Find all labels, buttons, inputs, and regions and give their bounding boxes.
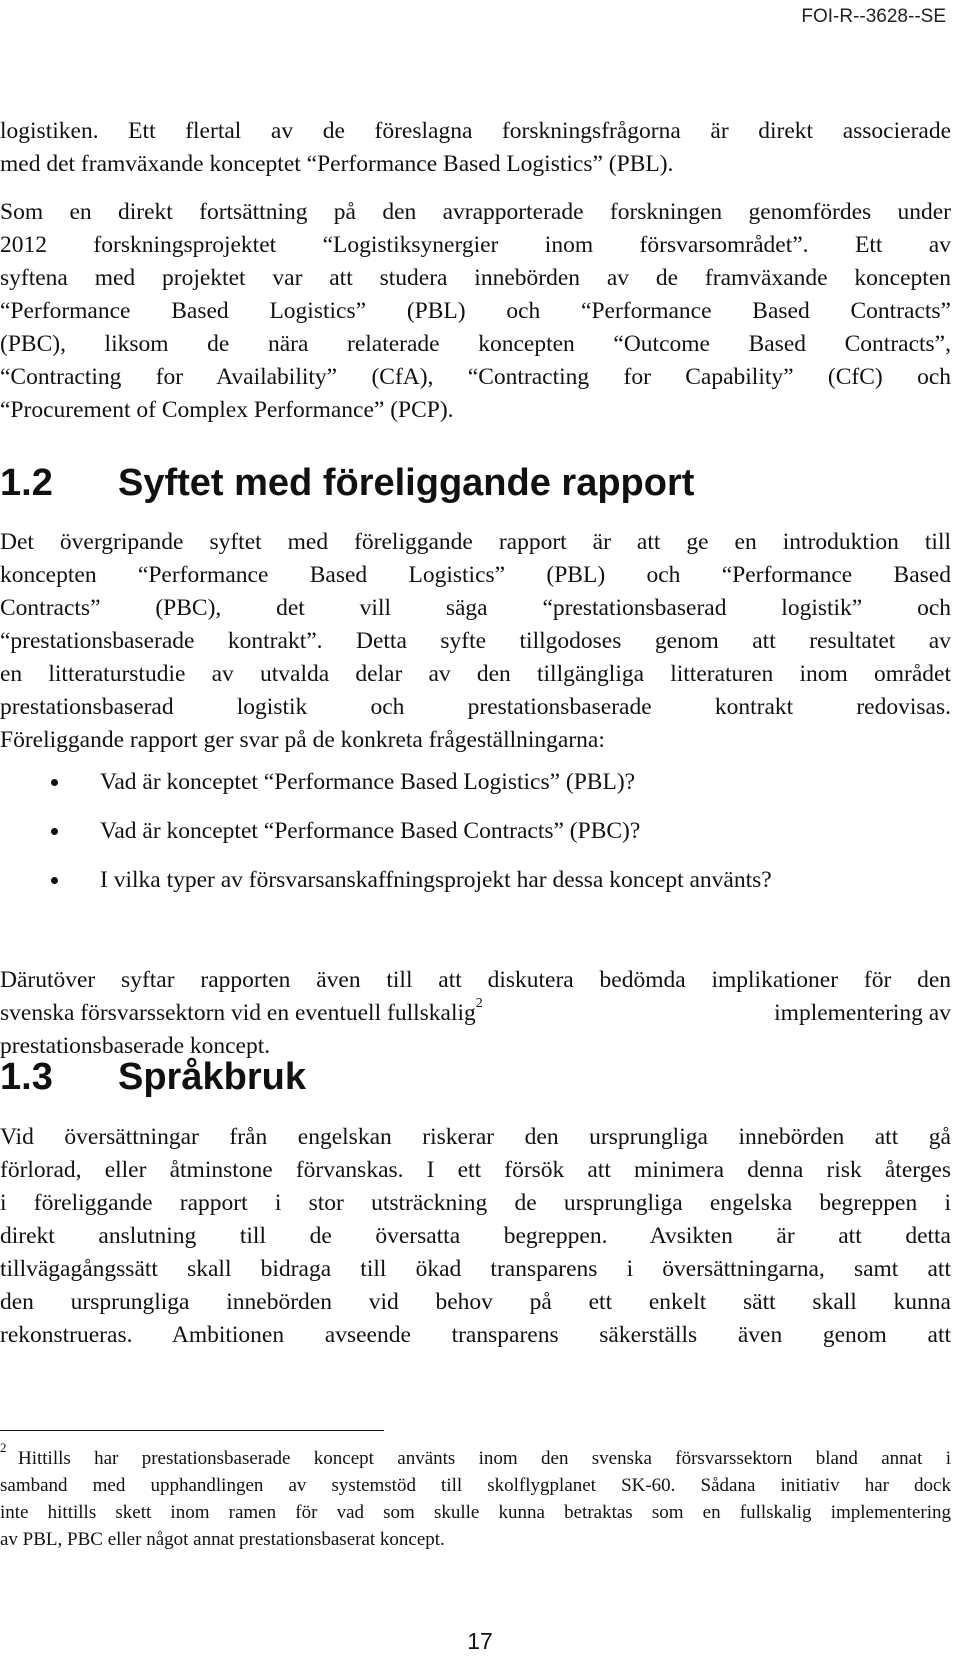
text-line: “prestationsbaserade kontrakt”. Detta syfte tillgodoses genom att resultatet av xyxy=(0,628,951,654)
text-fragment: implementering av xyxy=(774,1000,951,1026)
text-line: (PBC), liksom de nära relaterade koncepten “Outcome Based Contracts”, xyxy=(0,331,951,357)
section-number: 1.2 xyxy=(0,462,53,504)
list-item xyxy=(0,815,951,848)
text-line: Därutöver syftar rapporten även till att diskutera bedömda implikationer för den xyxy=(0,967,951,993)
text-line: “Contracting for Availability” (CfA), “Contracting for Capability” (CfC) och xyxy=(0,364,951,390)
text-fragment: svenska försvarssektorn vid en eventuell fullskalig xyxy=(0,1000,476,1026)
text-line: Contracts” (PBC), det vill säga “prestationsbaserad logistik” och xyxy=(0,595,951,621)
bullet-icon xyxy=(51,877,58,884)
text-line: den ursprungliga innebörden vid behov på ett enkelt sätt skall kunna xyxy=(0,1289,951,1315)
section-title: Syftet med föreliggande rapport xyxy=(118,462,695,504)
text-line: med det framväxande konceptet “Performance Based Logistics” (PBL). xyxy=(0,151,674,177)
text-line: logistiken. Ett flertal av de föreslagna forskningsfrågorna är direkt associerade xyxy=(0,118,951,144)
text-line xyxy=(0,997,951,1030)
section-title: Språkbruk xyxy=(118,1056,306,1098)
text-line: prestationsbaserad logistik och prestationsbaserade kontrakt redovisas. xyxy=(0,694,951,720)
text-line: “Procurement of Complex Performance” (PCP). xyxy=(0,397,454,423)
text-line: rekonstrueras. Ambitionen avseende transparens säkerställs även genom att xyxy=(0,1322,951,1348)
document-id: FOI-R--3628--SE xyxy=(801,6,946,27)
text-line: direkt anslutning till de översatta begreppen. Avsikten är att detta xyxy=(0,1223,951,1249)
text-line: 2012 forskningsprojektet “Logistiksynergier inom försvarsområdet”. Ett av xyxy=(0,232,951,258)
footnote-line: av PBL, PBC eller något annat prestationsbaserat koncept. xyxy=(0,1529,445,1550)
text-line: tillvägagångssätt skall bidraga till ökad transparens i översättningarna, samt att xyxy=(0,1256,951,1282)
bullet-icon xyxy=(51,779,58,786)
text-line: “Performance Based Logistics” (PBL) och “Performance Based Contracts” xyxy=(0,298,951,324)
section-heading xyxy=(0,462,694,505)
footnote-line: Hittills har prestationsbaserade koncept använts inom den svenska försvarssektorn bland annat i xyxy=(18,1448,951,1469)
footnote-marker: 2 xyxy=(0,1440,7,1455)
text-line: Vid översättningar från engelskan riskerar den ursprungliga innebörden att gå xyxy=(0,1124,951,1150)
section-heading xyxy=(0,1056,306,1099)
text-line: Föreliggande rapport ger svar på de konkreta frågeställningarna: xyxy=(0,727,605,753)
page-number: 17 xyxy=(467,1628,493,1654)
footnote-divider xyxy=(0,1430,384,1431)
text-line: Som en direkt fortsättning på den avrapporterade forskningen genomfördes under xyxy=(0,199,951,225)
list-item xyxy=(0,766,951,799)
section-number: 1.3 xyxy=(0,1056,53,1098)
list-item xyxy=(0,864,951,897)
footnote-reference[interactable]: 2 xyxy=(475,996,483,1011)
text-line: en litteraturstudie av utvalda delar av den tillgängliga litteraturen inom området xyxy=(0,661,951,687)
list-item-text: I vilka typer av försvarsanskaffningsprojekt har dessa koncept använts? xyxy=(100,867,772,893)
text-line: förlorad, eller åtminstone förvanskas. I ett försök att minimera denna risk återges xyxy=(0,1157,951,1183)
text-line: koncepten “Performance Based Logistics” (PBL) och “Performance Based xyxy=(0,562,951,588)
list-item-text: Vad är konceptet “Performance Based Logistics” (PBL)? xyxy=(100,769,636,795)
text-line: Det övergripande syftet med föreliggande rapport är att ge en introduktion till xyxy=(0,529,951,555)
bullet-icon xyxy=(51,828,58,835)
text-line: i föreliggande rapport i stor utsträckning de ursprungliga engelska begreppen i xyxy=(0,1190,951,1216)
list-item-text: Vad är konceptet “Performance Based Contracts” (PBC)? xyxy=(100,818,641,844)
text-line: syftena med projektet var att studera innebörden av de framväxande koncepten xyxy=(0,265,951,291)
text-line: prestationsbaserade koncept. xyxy=(0,1033,271,1059)
footnote-line: samband med upphandlingen av systemstöd till skolflygplanet SK-60. Sådana initiativ har dock xyxy=(0,1475,951,1496)
footnote-line: inte hittills skett inom ramen för vad som skulle kunna betraktas som en fullskalig implementering xyxy=(0,1502,951,1523)
